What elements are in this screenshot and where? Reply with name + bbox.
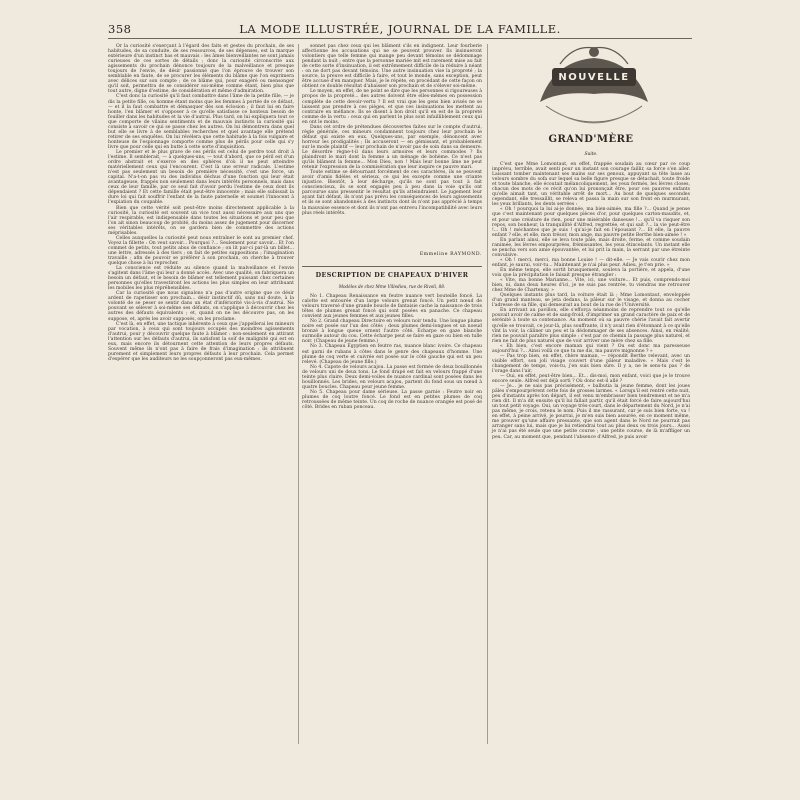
nouvelle-vignette [530, 42, 658, 128]
paragraph: No 4. Capote de velours acajou. La passe est formée de deux bouillonnés de velours uni de deux tons. Le fond drapé est fait en velours frappé d'une teinte plus claire. Deux demi-voiles de nuance cardinal sont posées dans les bouillonnés. Les brides, en velours acajou, partent du fond sous un nœud à quatre boucles. Chapeau pour jeune femme. [302, 364, 482, 390]
paragraph: Car la curiosité que nous signalons n'a pas d'autre origine que ce désir ardent de rapetisser son prochain... désir instinctif dû, sans nul doute, à la volonté de se peser se sentir dans un état d'infériorité vis-à-vis d'autrui. Ne pouvant se sélever à soi-même ses défauts, on s'applique à découvrir chez les autres des défauts équivalents ; et, quand on ne les découvre pas, on les suppose, et, après les avoir supposés, on les proclame. [108, 291, 294, 322]
hats-descriptions [302, 294, 482, 410]
section-rule [302, 266, 482, 267]
vignette-label: NOUVELLE [558, 72, 630, 83]
paragraph: « Oh ! merci, merci, ma bonne Louise ! — dit-elle. — Je vais courir chez mon enfant, je saurai, voir-tu... Maintenant je n'ai plus peur. Adieu, je t'en prie. » [492, 257, 690, 268]
paragraph: — Pas trop bien, en effet, chère maman, — répondit Berthe relevant, avec un visible effort, son joli visage couvert d'une pâleur maladive. « Mais c'est le changement de temps, vois-tu, j'en suis bien sûre. Il y a, ne le sens-tu pas ? de l'orage dans l'air. [492, 353, 690, 374]
hats-section-subtitle: Modèles de chez Mme Villedieu, rue de Rivoli, 88. [338, 284, 446, 289]
paragraph: Le moyen, en effet, de ne point se dire que les personnes si rigoureuses à propos de la propreté... des autres doivent être elles-mêmes en possession complète de cette devoir-vertu ? Il est vrai que les gens bien avisés ne se laissent pas prendre à ces pièges, et que ces insinuations les mettent au contraire en méfiance. Ils se disent à bon droit qu'il en est de la propreté comme de la vertu : ceux qui en parlent le plus sont infailliblement ceux qui en ont le moins. [302, 89, 482, 125]
paragraph: Quelques instants plus tard, la voiture était là ; Mme Lomontaut, enveloppée d'un grand manteau, se jeta dedans, la pâleur sur le visage, et donna au cocher l'adresse de sa fille, qui demeurait au bout de la rue de l'Université. [492, 293, 690, 309]
paragraph: No 3. Chapeau Égyptien en feutre ras, nuance blanc ivoire. Ce chapeau est garni de rubans à côtes dans le genre des chapeaux d'homme. Une plume de coq verte et cuivrée est posée sur le côté gauche qui est un peu relevé. (Chapeau de jeune fille.) [302, 344, 482, 365]
paragraph: La conscience est réduite au silence quand la malveillance et l'envie s'agitent dans l'âme qui leur a donné accès. Avec une qualité, on fabriquera un besoin un défaut, et le besoin de blâmer est tellement puissant chez certaines personnes qu'elles travestiront les actions les plus simples en leur attribuant les mobiles les plus répréhensibles. [108, 266, 294, 292]
paragraph: En arrivant au pavillon, elle s'efforça néanmoins de reprendre tout ce qu'elle pouvait avoir de calme et de sang-froid, d'imprimer un grand caractère de paix et de sérénité à toute sa contenance. Au moment où sa pauvre chérie l'avait fait avertir qu'elle se trouvait, ce jour-là, plus souffrante, il n'y avait rien d'étonnant à ce qu'elle vînt la voir, la câliner un peu et la dédommager de ses absences. Ainsi, en réalité, rien ne pouvait paraître plus simple : c'est par ce chemin la passage plus naturel, et rien ne fait de plus naturel que de voir arriver une mère chez sa fille. [492, 308, 690, 344]
paragraph: No 2. Grand chapeau Directoire en velours noir tendu. Une longue plume noire est posée sur l'un des côtés ; deux plumes demi-longues et un noeud bronzé à longue queue ornent l'autre côté. Écharpe en gaze blanche surmolle autour du cou. Cette écharpe peut se faire en gaze ou bien en tulle noir. (Chapeau de jeune femme.) [302, 319, 482, 345]
author-signature: Emmeline RAYMOND. [419, 252, 482, 257]
paragraph: Celles auxquelles la curiosité peut nous entraîner le sont au premier chef. Voyez la fillette : On veut savoir... Pourquoi ?... Seulement pour savoir... Et l'on commet de petits, tout petits abus de confiance ; on lit par-ci par-là un billet... une lettre, adressés à des tiers ; on fait de petites suppositions ; l'imagination travaille ; afin de pouvoir se préférer à son prochain, on cherche à trouver quelque chose à lui reprocher. [108, 235, 294, 267]
paragraph: Dans cet ordre de prétendues découvertes faites sur le compte d'autrui, règle générale, ces mineurs condamnent toujours chez leur prochain le défaut qui existe en eux. Quelques-uns, par exemple, dénoncent avec horreur les prodigalités ; Ils accuseront — en gémissant, et probablement sur le mode plaintif — leur prochain de n'avoir pas de soin dans sa demeure. Le désordre règne-t-il dans leurs armoires et leurs commodes ? Ils plaindront le mari dont la femme a un ménage de bohème. Ce n'est pas qu'ils blâment la femme... Mon Dieu, non ! Mais leur bonne âme ne peut retenir l'expression de la commisération que leur inspire ce pauvre mari. [302, 124, 482, 171]
column-left [108, 44, 294, 362]
paragraph: Or la curiosité s'exerçant à l'égard des faits et gestes du prochain, de ses habitudes, de sa conduite, de ses ressources, de ses dépenses, est la marque extérieure d'un instinct bas et mauvais : les âmes bienveillantes ne sont jamais curieuses de ces sortes de détails ; donc la curiosité circonscrite aux agissements du prochain dénonce toujours de la malveillance et presque toujours de l'envie, de désir passionné que l'on éprouve de trouver son semblable en faute, de se procurer les éléments du blâme que l'on exprimera avec délices sur son compte ; de ce blâme qui, pour exagéré ou mensonger qu'il soit, permettra de se considérer soi-même comme étant, bien plus que tout autre, digne d'estime, de considération et même d'admiration. [108, 44, 294, 95]
paragraph: — Oui, en effet, peut-être bien... Et... dis-moi, mon enfant, voici que je le trouve encore seule. Alfred est déjà sorti ? Où donc est-il allé ? [492, 373, 690, 385]
journal-title: LA MODE ILLUSTRÉE, JOURNAL DE LA FAMILLE. [239, 22, 561, 36]
paragraph: Le premier et le plus grave de ces périls est celui de perdre tout droit à l'estime. Il semblerait, — à quelques-uns, — tout d'abord, que ce péril est d'un ordre abstrait et s'exerce en des sphères d'où il ne peut atteindre matériellement ceux qui l'encourent. C'est là une erreur radicale. L'estime n'est pas seulement un besoin de première nécessité, c'est une force, un capital. N'a-t-on pas vu des individus déchus d'une fonction qui leur était avantageuse, frappés non seulement dans leurs intérêts personnels, mais dans ceux de leur famille, par ce seul fait d'avoir perdu l'estime de ceux dont ils dépendaient ? Et cette famille était peut-être innocente ; mais elle subissait la dure loi qui fait souffrir l'enfant de la faute paternelle et soumet l'innocent à l'expiation du coupable. [108, 149, 294, 206]
paragraph: C'est que Mme Lomontaut, en effet, frappée soudain au cœur par ce coup imprévu, terrible, avait senti pour un instant son courage faillir, sa force s'en aller. Laissant tomber maintenant ses mains sur ses genoux, appuyant sa tête lasse au velours sombre du sofa sur lequel sa belle figure presque se détachait, toute froide et toute blanche, elle écoutait mélancoliquement, les yeux fermés, les lèvres closes, chacun des mots de ce récit qu'on lui prononçait être, pour ces pauvres enfants qu'elle aimait tant, un véritable arrêt de mort... Au bout de quelques secondes cependant, elle tressaillit, se releva et passa la main sur son front en murmurant, les yeux brillants, les dents serrées : [492, 162, 690, 208]
running-head [108, 22, 692, 38]
paragraph: — Je... je ne sais pas précisément, » balbutia la jeune femme, dont les joues pâles s'empourprèrent cette fois de grosses larmes. « Lorsqu'il est rentré cette nuit, peu d'instants après ton départ, il est venu m'embrasser bien tendrement et ne m'a rien dit. Il m'a dit ensuite qu'il lui fallait partir, qu'il était forcé de faire aujourd'hui un tout petit voyage. Oui, un voyage très-court, dans le département du Nord, je n'ai pas même, je crois, retenu le nom. Puis il me rassurant, car je suis bien forte, va ! en effet, à peine arrivé, je pourrai, je m'en suis bien assurée, en ce moment même, me prouver qu'une affaire pressante, que son agent dans le Nord ne pourrait pas arranger sans lui, mais que je lui retiendrai tout au plus deux ou trois jours... Aussi je n'ai pas été seule que une petite course ; une petite course, de là m'affliger un peu. Car, au moment que, pendant l'absence d'Alfred, je puis avoir [492, 384, 690, 440]
paragraph: En même temps, elle sortit brusquement, souleva la portière, et appela, d'une voix que la précipitation le faisait presque étrangler : [492, 267, 690, 279]
paragraph: C'est là, en effet, une tactique inhérente à ceux que j'appellerai les mineurs par vocation, à ceux qui sont toujours occupés des moindres agissements d'autrui, pour y découvrir quelque faute à blâmer : non-seulement en attirant l'attention sur les défauts d'autrui, ils satisfont la soif de malignité qui est en eux, mais encore ils détournent cette attention de leurs propres défauts. Souvent même ils n'ont pas à faire de frais d'imagination : ils attribuent purement et simplement leurs propres défauts à leur prochain. Cela permet d'espérer que les auditeurs ne les soupçonneront pas eux-mêmes. [108, 321, 294, 362]
column-right [492, 162, 690, 440]
paragraph: No 5. Chapeau pour dame sérieuse. La passe garnie : Feutre noir en plumes de coq loutre foncé. Le fond est en petites plumes de coq retroussées de même teinte. Un coq de roche de nuance orangée est posé de côté. Brides en ruban ponceau. [302, 389, 482, 411]
paragraph: « Vite, ma bonne Marianne... Vite, ici, une voiture... Et puis, comprends-moi bien, ni, dans deux heures d'ici, je ne suis pas rentrée, tu viendras me retrouver chez Mme de Chartenay. » [492, 278, 690, 294]
column-middle [302, 44, 482, 216]
story-subtitle: Suite. [584, 152, 598, 157]
paragraph: Toute estime se détournant forcément de ces caractères, ils se peuvent avoir d'amis fidèles et sérieux, ce qui les excepte comme une criante injustice. Bientôt, à leur décharge, qu'ils ne sont pas tout à fait consciencieux, ils se sont engagés peu à peu dans la voie qu'ils ont parcourue sans pressentir le résultat qu'ils atteindraient. Le jugement leur ayant fait défaut, ils n'ont pas prévu les conséquences de leurs agissements et ils se sont abandonnés à des instincts dont ils n'ont pas apprécié à temps la mauvaise essence et dont ils n'ont pas entrevu l'incompatibilité avec leurs plus réels intérêts. [302, 170, 482, 216]
paragraph: C'est donc la curiosité qu'il faut combattre dans l'âme de la petite fille, — je dis la petite fille, ou homme étant moins que les femmes à portée de ce défaut, — et il la faut combattre et démasquer dès son éclosion ; il faut lui en faire honte, l'en blâmer et s'opposer à ce qu'elle satisfasse ce honteux besoin de fouiller dans les habitudes et la vie d'autrui. Plus tard, on lui expliquera tout ce que comporte de vilains sentiments et de mauvais instincts la curiosité qui consiste à savoir ce qui se passe chez les autres. On lui démontrera dans quel but elle se livre à de semblables recherches et quel avantage elle prétend retirer de ses enquêtes. On lui révélera que cette habitude à la fois vulgaire et honteuse de l'espionnage comporte comme plus de périls pour celle qui s'y livre que pour celle qui en butte à cette sorte d'inquisition. [108, 94, 294, 150]
paragraph: No 1. Chapeau Renaissance en feutre nuance vert bouteille foncé. La calotte est entourée d'un large velours grenat foncé. Un petit nœud de velours traversé d'une grande boucle de fantaisie cache la naissance de trois têtes de plumes grenat foncé qui sont posées en panache. Ce chapeau convient aux jeunes femmes et aux jeunes filles. [302, 294, 482, 320]
column-divider [298, 44, 299, 744]
paragraph: sonnet pas chez ceux qui les blâment s'ils en indignent. Leur fourberie affectionne les accusations qui ne se peuvent prouver. Ils insinueront volontiers que telle femme qui mange peu devant témoins se dédommage pendant la nuit ; entre que la personne mariée mit est rarement mise au fait de cette sorte d'insinuation, il est extrêmement difficile de la réduire à néant : on ne dort pas devant témoins. Une autre insinuation vise la propreté ; la source, la preuve est difficile à faire, et tout le monde, sans exception, peut être accusé d'en manquer. Mais, je le répète, en procédant de cette façon on obtient ce double résultat d'abaisser son prochain et de s'élever soi-même. [302, 44, 482, 90]
paragraph: En parlant ainsi, elle se leva toute pâle, mais droite, ferme, et comme soudain ranimée, les lèvres empourprées, frémissantes, les yeux étincelants. Un instant elle se pencha vers son amie épouvantée, et lui prit la main, la serrant par une étreinte convulsive. [492, 237, 690, 258]
column-divider [487, 44, 488, 744]
paragraph: « Oh ! pourquoi la lui ai-je donnée, ma bien-aimée, ma fille ?... Quand je pense que c'est maintenant pour quelques pièces d'or, pour quelques carton-maudits, et, et pour une créature de rien, pour une misérable danseuse !... qu'il va risquer son repos, son bonheur, la tranquillité d'Alfred, regrettée, et qui sait ?... la vie peut-être !... Oh ! méchantes que je suis ! qu'ai-je fait en l'épousant ?... Et elle, la pauvre enfant ? elle, et elle, mon trésor, mon ange, ma pauvre petite Berthe bien-aimée ! » [492, 207, 690, 238]
header-rule [108, 38, 692, 39]
paragraph: « Eh bien, c'est encore maman qui vient ? Ou est donc ma paresseuse aujourd'hui ?... Ainsi voilà ce que tu me dis, ma pauvre mignonne ? » [492, 343, 690, 354]
hats-section-title: DESCRIPTION DE CHAPEAUX D'HIVER [315, 272, 469, 279]
paragraph: Bien que cette vérité soit peut-être moins directement applicable à la curiosité, la curiosité est souvent un vice tout aussi nécessaire aux uns que l'air respirable, est indispensable dans toutes les situations et pour peu que l'on ait sinon beaucoup de probité, du moins assez de jugement pour discerner ses véritables intérêts, on se gardera bien de commettre des actions méprisables. [108, 205, 294, 236]
page-number: 358 [108, 22, 132, 36]
story-title: GRAND'MÈRE [548, 134, 634, 145]
ornament-icon [530, 42, 658, 128]
